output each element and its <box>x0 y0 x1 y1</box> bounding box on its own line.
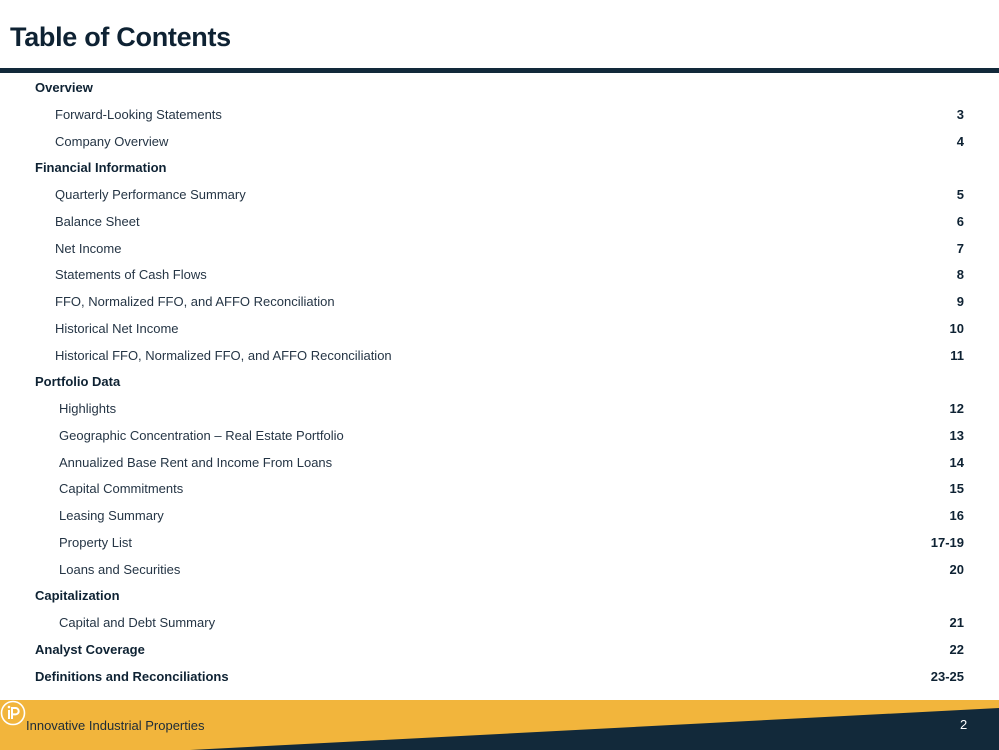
title-divider <box>0 68 999 73</box>
toc-page-number: 3 <box>956 106 964 122</box>
toc-entry-label: Statements of Cash Flows <box>55 267 207 283</box>
toc-entry-label: Quarterly Performance Summary <box>55 187 246 202</box>
toc-entry-row[interactable] <box>0 209 999 236</box>
toc-section-row[interactable] <box>0 664 999 691</box>
toc-page-number: 6 <box>956 213 964 229</box>
toc-page-number: 14 <box>949 454 964 470</box>
toc-entry-label: Geographic Concentration – Real Estate Portfolio <box>59 427 344 443</box>
toc-entry-row[interactable] <box>0 262 999 289</box>
toc-page-number: 13 <box>949 427 964 443</box>
footer-page-number: 2 <box>960 717 968 732</box>
footer-company-name: Innovative Industrial Properties <box>26 718 205 733</box>
page-title: Table of Contents <box>10 22 231 52</box>
toc-section-label: Analyst Coverage <box>35 641 145 657</box>
toc-section-row[interactable] <box>0 583 999 610</box>
toc-section-label: Capitalization <box>35 588 120 604</box>
toc-entry-label: Capital Commitments <box>59 481 184 497</box>
iip-logo-icon <box>0 700 26 726</box>
toc-entry-row[interactable] <box>0 182 999 209</box>
toc-page-number: 23-25 <box>930 668 964 684</box>
toc-entry-row[interactable] <box>0 289 999 316</box>
toc-page-number: 21 <box>949 615 964 630</box>
toc-section-label: Financial Information <box>35 160 167 176</box>
toc-page-number: 17-19 <box>930 534 964 550</box>
toc-page-number: 10 <box>949 320 964 336</box>
toc-page-number: 9 <box>956 294 964 309</box>
toc-page-number: 15 <box>949 481 964 497</box>
toc-entry-label: Annualized Base Rent and Income From Loans <box>59 454 333 470</box>
toc-page-number: 20 <box>949 561 964 577</box>
toc-section-row[interactable] <box>0 637 999 664</box>
toc-entry-label: FFO, Normalized FFO, and AFFO Reconciliation <box>55 294 335 309</box>
toc-section-label: Definitions and Reconciliations <box>35 668 229 684</box>
toc-entry-row[interactable] <box>0 102 999 129</box>
toc-section-row[interactable] <box>0 75 999 102</box>
toc-entry-label: Leasing Summary <box>59 508 164 523</box>
toc-entry-label: Forward-Looking Statements <box>55 106 222 122</box>
toc-entry-label: Property List <box>59 534 132 550</box>
toc-entry-label: Capital and Debt Summary <box>59 615 216 630</box>
toc-entry-label: Historical Net Income <box>55 320 179 336</box>
toc-page-number: 11 <box>950 347 964 363</box>
toc-page-number: 5 <box>956 187 964 202</box>
toc-entry-label: Company Overview <box>55 133 169 149</box>
table-of-contents <box>0 75 999 690</box>
toc-page-number: 16 <box>949 508 964 523</box>
toc-page-number: 8 <box>956 267 964 283</box>
toc-entry-row[interactable] <box>0 236 999 263</box>
toc-entry-row[interactable] <box>0 343 999 370</box>
toc-entry-label: Net Income <box>55 240 122 256</box>
toc-section-row[interactable] <box>0 369 999 396</box>
toc-entry-row[interactable] <box>0 316 999 343</box>
toc-entry-row[interactable] <box>0 396 999 423</box>
toc-section-row[interactable] <box>0 155 999 182</box>
footer <box>0 700 999 750</box>
toc-entry-label: Loans and Securities <box>59 561 181 577</box>
toc-section-label: Portfolio Data <box>35 374 121 390</box>
toc-entry-row[interactable] <box>0 476 999 503</box>
toc-page-number: 12 <box>949 401 964 416</box>
toc-entry-row[interactable] <box>0 423 999 450</box>
toc-entry-label: Highlights <box>59 401 117 416</box>
toc-entry-row[interactable] <box>0 610 999 637</box>
toc-entry-row[interactable] <box>0 530 999 557</box>
toc-entry-row[interactable] <box>0 450 999 477</box>
toc-entry-label: Historical FFO, Normalized FFO, and AFFO Reconciliation <box>55 347 392 363</box>
toc-entry-label: Balance Sheet <box>55 213 140 229</box>
toc-entry-row[interactable] <box>0 557 999 584</box>
toc-page-number: 22 <box>949 641 964 657</box>
toc-entry-row[interactable] <box>0 503 999 530</box>
toc-page-number: 4 <box>956 133 964 149</box>
toc-section-label: Overview <box>35 80 93 95</box>
toc-entry-row[interactable] <box>0 129 999 156</box>
toc-page-number: 7 <box>956 240 964 256</box>
